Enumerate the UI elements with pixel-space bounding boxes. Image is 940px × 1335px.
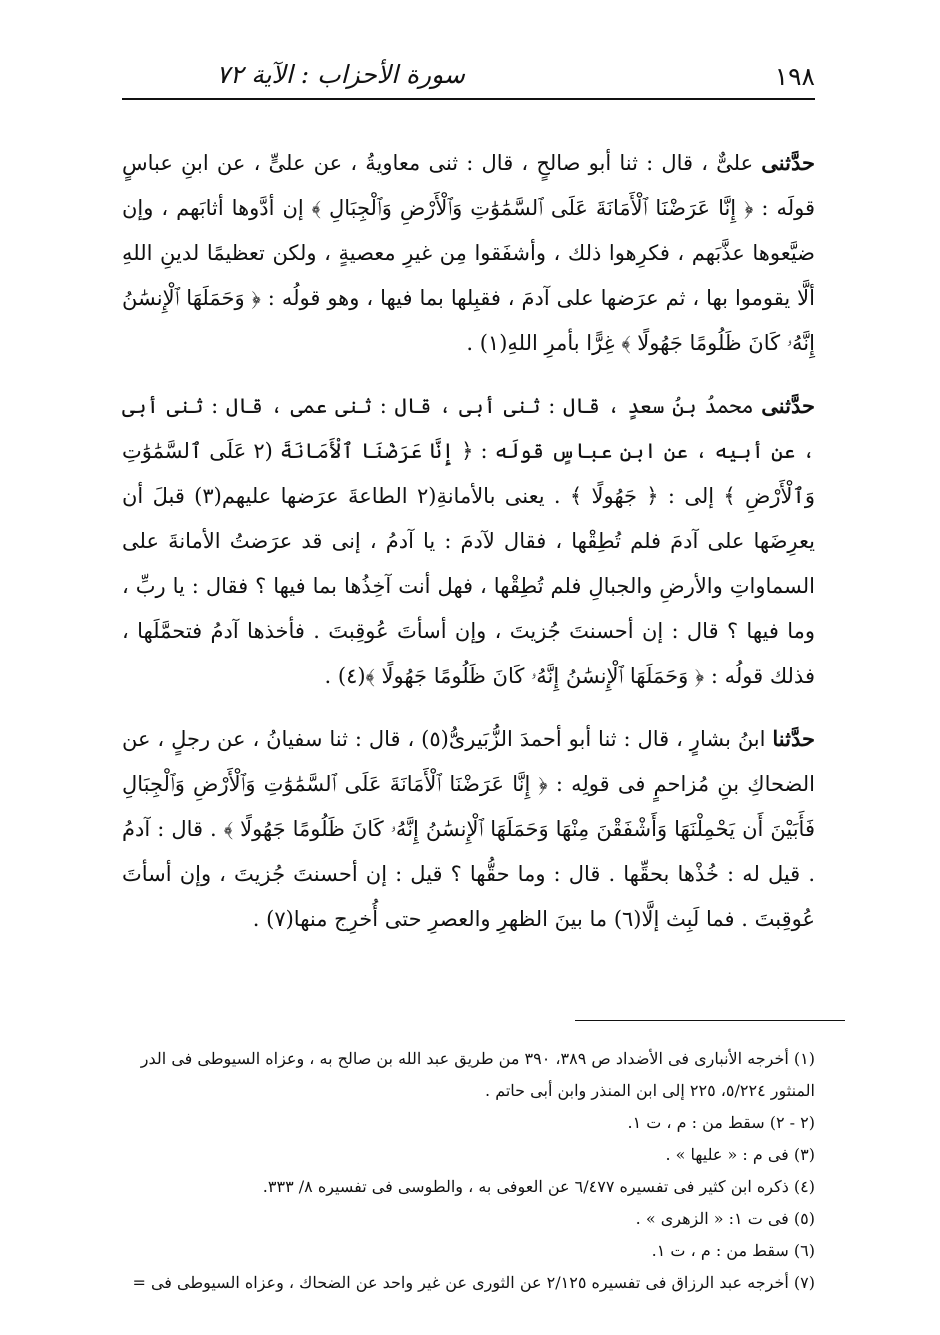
footnote-1: (١) أخرجه الأنبارى فى الأضداد ص ٣٨٩، ٣٩٠ من طريق عبد الله بن صالح به ، وعزاه السيوطى فى الدر المنثور ٥/٢٢٤، ٢٢٥ إلى ابن المنذر وابن أبى حاتم .: [140, 1049, 815, 1100]
footnote-4: (٤) ذكره ابن كثير فى تفسيره ٦/٤٧٧ عن العوفى به ، والطوسى فى تفسيره ٨/ ٣٣٣.: [262, 1177, 815, 1196]
paragraph-2: [122, 383, 815, 699]
footnote-2: (٢ - ٢) سقط من : م ، ت ١.: [627, 1113, 815, 1132]
paragraph-lead: حدَّثنا: [772, 726, 815, 751]
paragraph-3: [122, 716, 815, 942]
footnote-7: (٧) أخرجه عبد الرزاق فى تفسيره ٢/١٢٥ عن الثورى عن غير واحد عن الضحاك ، وعزاه السيوطى فى =: [132, 1273, 815, 1292]
footnote-3: (٣) فى م : « عليها » .: [665, 1145, 815, 1164]
paragraph-lead: حدَّثنى: [761, 393, 815, 418]
footnote-5: (٥) فى ت ١: « الزهرى » .: [635, 1209, 815, 1228]
paragraph-text: ابنُ بشارٍ ، قال : ثنا أبو أحمدَ الزُّبَيرىُّ(٥) ، قال : ثنا سفيانُ ، عن رجلٍ ، عن الضحاكِ بنِ مُزاحمٍ فى قولِه : ﴿ إِنَّا عَرَضْنَا ٱلْأَمَانَةَ عَلَى ٱلسَّمَٰوَٰتِ وَٱلْأَرْضِ وَٱلْجِبَالِ فَأَبَيْنَ أَن يَحْمِلْنَهَا وَأَشْفَقْنَ مِنْهَا وَحَمَلَهَا ٱلْإِنسَٰنُ إِنَّهُۥ كَانَ ظَلُومًا جَهُولًا ﴾ . قال : آدمُ . قيل له : خُذْها بحقِّها . قال : وما حقُّها ؟ قيل : إن أحسنتَ جُزيتَ ، وإن أسأتَ عُوقِبتَ . فما لَبِث إلَّا(٦) ما بينَ الظهرِ والعصرِ حتى أُخرِج منها(٧) .: [122, 727, 815, 931]
running-title: سورة الأحزاب : الآية ٧٢: [216, 60, 465, 89]
paragraph-text: محمدُ بنُ سعدٍ ، قال : ثنى أبى ، قال : ثنى عمى ، قال : ثنى أبى ، عن أبيه ، عن ابنِ عباسٍ قولَه : ﴿ إِنَّا عَرَضْنَا ٱلْأَمَانَةَ (٢ عَلَى ٱلسَّمَٰوَٰتِ وَٱلْأَرْضِ ﴾ إلى : ﴿ جَهُولًا ﴾ . يعنى بالأمانةِ(٢ الطاعةَ عرَضها عليهم(٣) قبلَ أن يعرِضَها على آدمَ فلم تُطِقْها ، فقال لآدمَ : يا آدمُ ، إنى قد عرَضتُ الأمانةَ على السماواتِ والأرضِ والجبالِ فلم تُطِقْها ، فهل أنت آخِذُها بما فيها ؟ فقال : يا ربِّ ، وما فيها ؟ قال : إن أحسنتَ جُزيتَ ، وإن أسأتَ عُوقِبتَ . فأخذها آدمُ فتحمَّلَها ، فذلك قولُه : ﴿ وَحَمَلَهَا ٱلْإِنسَٰنُ إِنَّهُۥ كَانَ ظَلُومًا جَهُولًا ﴾(٤) .: [122, 394, 815, 688]
page-number: ١٩٨: [774, 62, 815, 91]
paragraph-lead: حدَّثنى: [761, 150, 815, 175]
paragraph-1: [122, 140, 815, 366]
page-header: [122, 54, 815, 100]
footnote-6: (٦) سقط من : م ، ت ١.: [651, 1241, 815, 1260]
main-text: [122, 140, 815, 942]
footnote-separator: [575, 1020, 845, 1021]
paragraph-text: علىٌّ ، قال : ثنا أبو صالحٍ ، قال : ثنى معاويةُ ، عن علىٍّ ، عن ابنِ عباسٍ قولَه : ﴿ إِنَّا عَرَضْنَا ٱلْأَمَانَةَ عَلَى ٱلسَّمَٰوَٰتِ وَٱلْأَرْضِ وَٱلْجِبَالِ ﴾ إن أدَّوها أثابَهم ، وإن ضيَّعوها عذَّبَهم ، فكرِهوا ذلك ، وأشفَقوا مِن غيرِ معصيةٍ ، ولكن تعظيمًا لدينِ اللهِ ألَّا يقوموا بها ، ثم عرَضها على آدمَ ، فقبِلها بما فيها ، وهو قولُه : ﴿ وَحَمَلَهَا ٱلْإِنسَٰنُ إِنَّهُۥ كَانَ ظَلُومًا جَهُولًا ﴾ غِرًّا بأمرِ اللهِ(١) .: [122, 151, 815, 355]
footnotes: [122, 1043, 815, 1299]
